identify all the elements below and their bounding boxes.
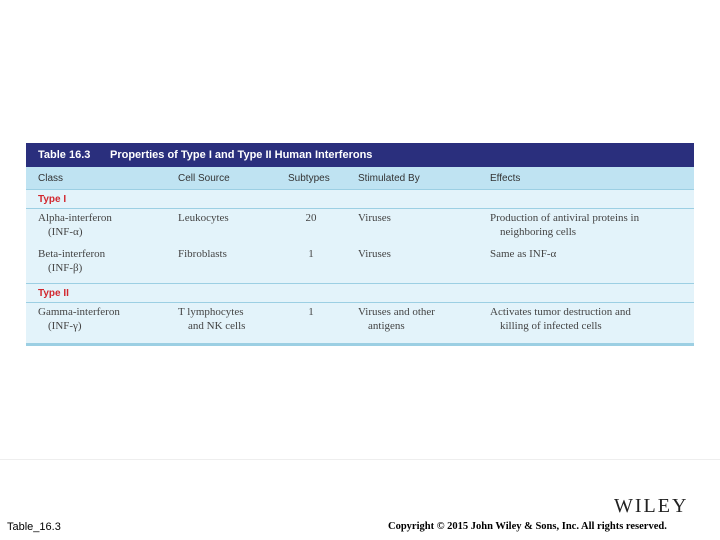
header-subtypes: Subtypes xyxy=(288,172,330,184)
header-stimulated-by: Stimulated By xyxy=(358,172,420,184)
cell-effects xyxy=(490,247,694,261)
cell-source xyxy=(178,247,288,261)
class-abbrev: (INF-β) xyxy=(48,262,83,274)
table-title-bar xyxy=(26,143,694,167)
cell-source-line1: Fibroblasts xyxy=(178,248,227,260)
cell-subtypes: 1 xyxy=(308,306,314,318)
cell-effects xyxy=(490,211,694,239)
table-row xyxy=(26,303,694,344)
effects-line1: Activates tumor destruction and xyxy=(490,306,631,318)
cell-class xyxy=(26,305,178,333)
group-label-type-1: Type I xyxy=(26,190,694,209)
cell-source-line1: Leukocytes xyxy=(178,212,229,224)
stimulated-line2: antigens xyxy=(368,320,405,332)
cell-stimulated xyxy=(358,211,490,225)
table-bottom-rule xyxy=(26,344,694,346)
cell-class xyxy=(26,211,178,239)
class-abbrev: (INF-α) xyxy=(48,226,83,238)
cell-subtypes: 20 xyxy=(305,212,317,224)
cell-source xyxy=(178,305,288,333)
effects-line1: Production of antiviral proteins in xyxy=(490,212,640,224)
table-header-row xyxy=(26,167,694,190)
stimulated-line1: Viruses xyxy=(358,212,391,224)
cell-class xyxy=(26,247,178,275)
class-name: Gamma-interferon xyxy=(38,306,120,318)
table-title: Properties of Type I and Type II Human Interferons xyxy=(110,149,373,161)
table-number: Table 16.3 xyxy=(38,149,91,161)
slide-table-label: Table_16.3 xyxy=(7,521,61,533)
header-class: Class xyxy=(38,172,64,184)
class-name: Beta-interferon xyxy=(38,248,106,260)
class-name: Alpha-interferon xyxy=(38,212,112,224)
wiley-logo: WILEY xyxy=(614,495,689,517)
stimulated-line1: Viruses xyxy=(358,248,391,260)
cell-subtypes: 1 xyxy=(308,248,314,260)
footer-divider xyxy=(0,459,720,460)
group-label-type-2: Type II xyxy=(26,284,694,303)
effects-line1: Same as INF-α xyxy=(490,248,557,260)
interferon-table xyxy=(26,143,694,346)
table-row xyxy=(26,209,694,245)
header-effects: Effects xyxy=(490,172,521,184)
cell-source-line2: and NK cells xyxy=(188,320,246,332)
copyright-notice: Copyright © 2015 John Wiley & Sons, Inc. All rights reserved. xyxy=(388,521,667,532)
cell-stimulated xyxy=(358,247,490,261)
effects-line2: killing of infected cells xyxy=(500,320,602,332)
header-cell-source: Cell Source xyxy=(178,172,230,184)
effects-line2: neighboring cells xyxy=(500,226,577,238)
cell-source xyxy=(178,211,288,225)
table-row xyxy=(26,245,694,284)
stimulated-line1: Viruses and other xyxy=(358,306,435,318)
cell-effects xyxy=(490,305,694,333)
class-abbrev: (INF-γ) xyxy=(48,320,82,332)
cell-stimulated xyxy=(358,305,490,333)
cell-source-line1: T lymphocytes xyxy=(178,306,244,318)
